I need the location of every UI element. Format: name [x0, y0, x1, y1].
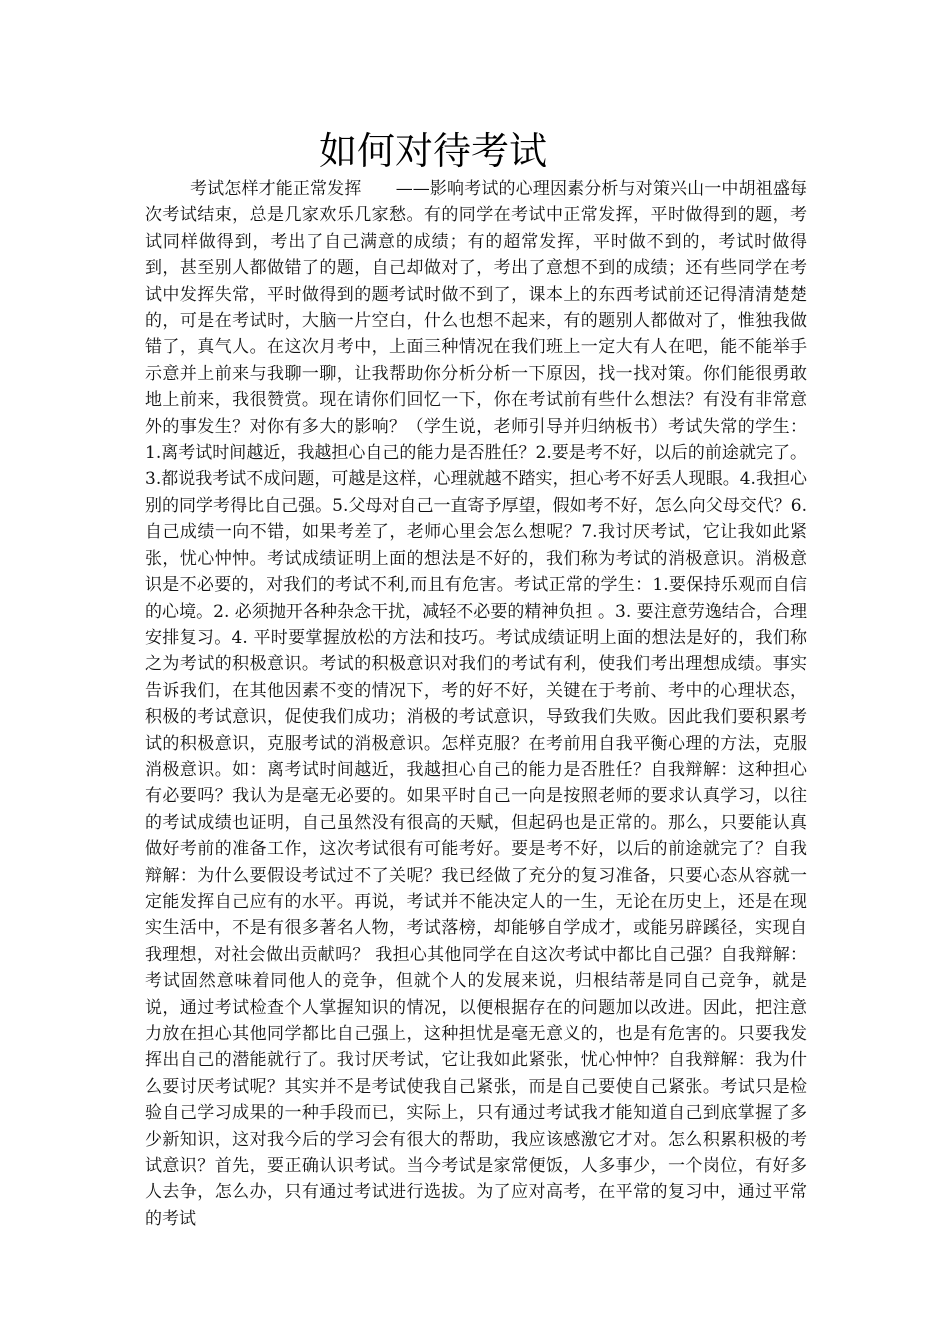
body-paragraph: 考试怎样才能正常发挥 ——影响考试的心理因素分析与对策兴山一中胡祖盛每次考试结束，总是几家欢乐几家愁。有的同学在考试中正常发挥，平时做得到的题，考试同样做得到，考出了自己满意的成绩；有的超常发挥，平时做不到的，考试时做得到，甚至别人都做错了的题，自己却做对了，考出了意想不到的成绩；还有些同学在考试中发挥失常，平时做得到的题考试时做不到了，课本上的东西考试前还记得清清楚楚的，可是在考试时，大脑一片空白，什么也想不起来，有的题别人都做对了，惟独我做错了，真气人。在这次月考中，上面三种情况在我们班上一定大有人在吧，能不能举手示意并上前来与我聊一聊，让我帮助你分析分析一下原因，找一找对策。你们能很勇敢地上前来，我很赞赏。现在请你们回忆一下，你在考试前有些什么想法？有没有非常意外的事发生？对你有多大的影响？（学生说，老师引导并归纳板书）考试失常的学生：1.离考试时间越近，我越担心自己的能力是否胜任？2.要是考不好，以后的前途就完了。3.都说我考试不成问题，可越是这样，心理就越不踏实，担心考不好丢人现眼。4.我担心别的同学考得比自己强。5.父母对自己一直寄予厚望，假如考不好，怎么向父母交代？6.自己成绩一向不错，如果考差了，老师心里会怎么想呢？7.我讨厌考试，它让我如此紧张，忧心忡忡。考试成绩证明上面的想法是不好的，我们称为考试的消极意识。消极意识是不必要的，对我们的考试不利,而且有危害。考试正常的学生：1.要保持乐观而自信的心境。2. 必须抛开各种杂念干扰，减轻不必要的精神负担 。3. 要注意劳逸结合，合理安排复习。4. 平时要掌握放松的方法和技巧。考试成绩证明上面的想法是好的，我们称之为考试的积极意识。考试的积极意识对我们的考试有利，使我们考出理想成绩。事实告诉我们，在其他因素不变的情况下，考的好不好，关键在于考前、考中的心理状态，积极的考试意识，促使我们成功；消极的考试意识，导致我们失败。因此我们要积累考试的积极意识，克服考试的消极意识。怎样克服？在考前用自我平衡心理的方法，克服消极意识。如：离考试时间越近，我越担心自己的能力是否胜任？自我辩解：这种担心有必要吗？我认为是毫无必要的。如果平时自己一向是按照老师的要求认真学习，以往的考试成绩也证明，自己虽然没有很高的天赋，但起码也是正常的。那么，只要能认真做好考前的准备工作，这次考试很有可能考好。要是考不好，以后的前途就完了？自我辩解：为什么要假设考试过不了关呢？我已经做了充分的复习准备，只要心态从容就一定能发挥自己应有的水平。再说，考试并不能决定人的一生，无论在历史上，还是在现实生活中，不是有很多著名人物，考试落榜，却能够自学成才，或能另辟蹊径，实现自我理想，对社会做出贡献吗？ 我担心其他同学在自这次考试中都比自己强？自我辩解：考试固然意味着同他人的竞争，但就个人的发展来说，归根结蒂是同自己竞争，就是说，通过考试检查个人掌握知识的情况，以便根据存在的问题加以改进。因此，把注意力放在担心其他同学都比自己强上，这种担忧是毫无意义的，也是有危害的。只要我发挥出自己的潜能就行了。我讨厌考试，它让我如此紧张，忧心忡忡？自我辩解：我为什么要讨厌考试呢？其实并不是考试使我自己紧张，而是自己要使自己紧张。考试只是检验自己学习成果的一种手段而已，实际上，只有通过考试我才能知道自己到底掌握了多少新知识，这对我今后的学习会有很大的帮助，我应该感激它才对。怎么积累积极的考试意识？首先，要正确认识考试。当今考试是家常便饭，人多事少，一个岗位，有好多人去争，怎么办，只有通过考试进行选拔。为了应对高考，在平常的复习中，通过平常的考试: [145, 179, 807, 1229]
page-title: 如何对待考试: [318, 129, 547, 173]
